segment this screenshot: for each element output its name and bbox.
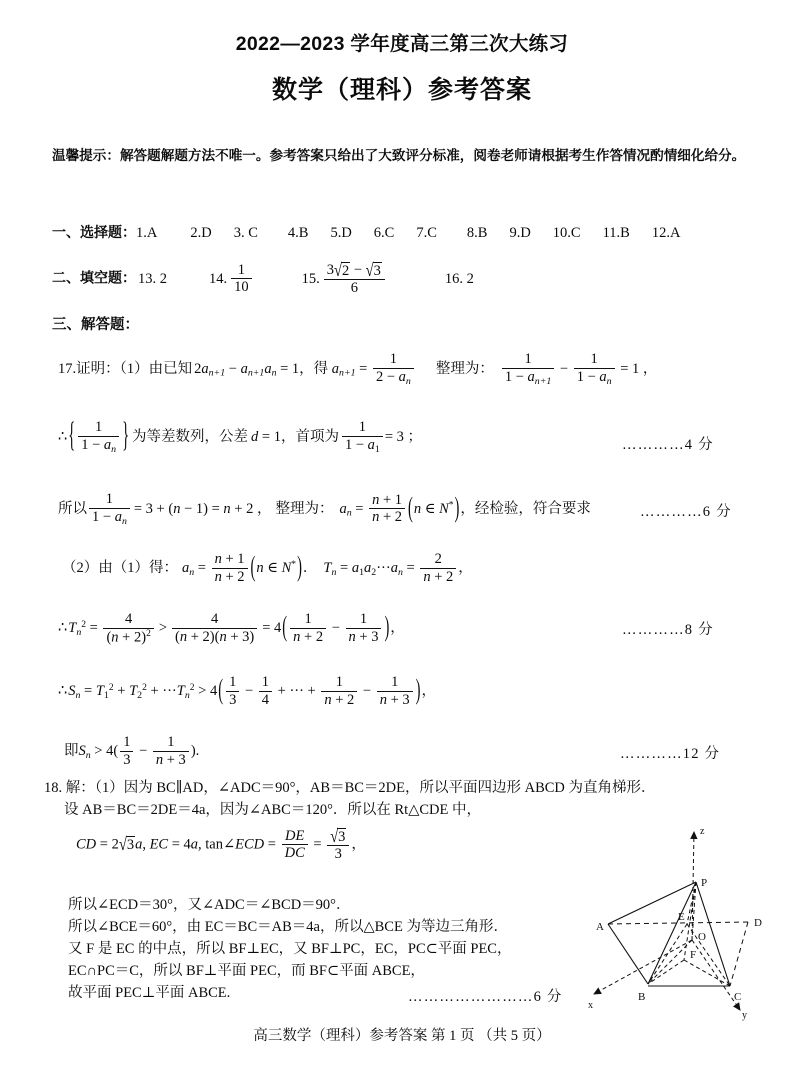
figure-label-z: z [700, 826, 705, 837]
fill-15-numerator: 3√2 − √3 [324, 261, 385, 279]
page-title-line-2: 数学（理科）参考答案 [271, 76, 532, 104]
q17-frac-9: $\frac{2}{n + 2}$ [420, 551, 456, 584]
q18-frac-de-dc: $\frac{DE}{DC}$ [282, 828, 308, 861]
mc-answer-6: 6.C [373, 225, 395, 241]
q18-equation-line: CD = 2√3a, EC = 4a, tan∠ECD = $\frac{DE}{DC}$ = $\frac{√3}{3}$ ， [76, 826, 366, 862]
sqrt-icon: √ [330, 826, 339, 847]
fill-14-denominator: 10 [234, 279, 249, 296]
fill-answer-16: 16. 2 [444, 270, 474, 287]
figure-edge-DC [730, 922, 748, 986]
q17-frac-2: $\frac{1}{1 - a_{n+1}}$ [502, 351, 554, 386]
figure-label-P: P [701, 877, 708, 889]
figure-edge-BP [648, 882, 696, 984]
q17-therefore-5: ∴ [58, 620, 68, 637]
q17-text-first: ，首项为 [280, 428, 339, 445]
q17-frac-16: $\frac{1}{n + 2}$ [321, 674, 357, 707]
fill-15-denominator: 6 [350, 279, 358, 296]
notice-text: 温馨提示：解答题解题方法不唯一。参考答案只给出了大致评分标准，阅卷老师请根据考生作答情况酌情细化给分。 [52, 148, 746, 163]
page-title-line-1: 2022—2023 学年度高三第三次大练习 [235, 33, 569, 55]
figure-label-O: O [698, 931, 706, 943]
figure-label-x: x [588, 1000, 593, 1011]
q18-line-1: 18. 解：（1）因为 BC∥AD，∠ADC＝90°，AB＝BC＝2DE，所以平面四边形 ABCD 为直角梯形． [44, 780, 656, 796]
multiple-choice-row [52, 222, 772, 242]
q17-rearrange-3: 整理为： [275, 500, 334, 517]
q17-prefix-4: （2）由（1）得： [62, 560, 178, 577]
q17-frac-3: $\frac{1}{1 - a_n}$ [574, 351, 615, 386]
q18-score-6: ……………………6 分 [408, 989, 563, 1005]
q17-prefix-3: 所以 [58, 500, 87, 517]
mc-answer-4: 4.B [287, 225, 309, 241]
q17-line-4: （2）由（1）得： $a_n$ = $\frac{n + 1}{n + 2}$ (n ∈ N*)． $T_n = a1a2\cdot\cdot\cdot a_n$ = $\frac{2}{n + 2}$ ， [62, 551, 473, 585]
q17-frac-19: $\frac{1}{n + 3}$ [153, 734, 189, 767]
q17-line-1: 17.证明：（1）由已知 $2a_{n+1} - a_{n+1}a_n = 1$，得 $a_{n+1}$ = $\frac{1}{2 - a_n}$ 整理为： $\frac{1}{1 - a_{n+1}}$ − $\frac{1}{1 - a_n}$ = 1 ， [58, 351, 658, 387]
q18-line-7: 故平面 PEC⊥平面 ABCE. [68, 985, 231, 1001]
sqrt-icon: √ [334, 260, 342, 281]
solve-heading: 三、解答题： [52, 317, 139, 333]
mc-answer-5: 5.D [330, 225, 352, 241]
q18-sqrt-3a: 3 [126, 837, 135, 854]
q17-line-7: 即$S_n > 4$( $\frac{1}{3}$ − $\frac{1}{n + 3}$ ). [64, 734, 200, 768]
mc-answer-7: 7.C [416, 225, 437, 241]
q17-frac-11: $\frac{4}{(n + 2)(n + 3)}$ [172, 611, 257, 644]
solid-geometry-figure [572, 812, 804, 1030]
q17-frac-13: $\frac{1}{n + 3}$ [346, 611, 382, 644]
mc-answer-9: 9.D [509, 225, 531, 241]
q18-line-2: 设 AB＝BC＝2DE＝4a，因为∠ABC＝120°．所以在 Rt△CDE 中， [64, 802, 481, 818]
figure-edge-OB [648, 940, 692, 984]
q17-score-6: …………6 分 [640, 504, 732, 520]
q17-line-3: 所以 $\frac{1}{1 - a_n}$ = 3 + (n − 1) = n + 2 ， 整理为： $a_n$ = $\frac{n + 1}{n + 2}$ (n ∈ N*)，经检验，符合要求 [58, 491, 591, 527]
q17-frac-15: $\frac{1}{4}$ [259, 674, 272, 707]
q17-text-ap: 为等差数列，公差 [132, 428, 249, 445]
q17-score-12: …………12 分 [620, 746, 721, 762]
q17-frac-6: $\frac{1}{1 - a_n}$ [89, 491, 130, 526]
q17-therefore-6: ∴ [58, 683, 68, 700]
q17-frac-14: $\frac{1}{3}$ [226, 674, 239, 707]
mc-answer-11: 11.B [602, 225, 630, 241]
q17-frac-4: $\frac{1}{1 - a_n}$ [78, 419, 119, 454]
figure-label-F: F [690, 949, 697, 961]
fill-blank-heading: 二、填空题： [52, 269, 136, 286]
fill-label-14: 14. [209, 270, 228, 287]
fill-answer-14 [231, 262, 252, 295]
sqrt-icon: √ [365, 260, 374, 281]
q18-line-5: 又 F 是 EC 的中点，所以 BF⊥EC，又 BF⊥PC，EC，PC⊂平面 PEC， [68, 941, 512, 957]
q17-tail-5: ， [390, 620, 405, 637]
q17-frac-18: $\frac{1}{3}$ [120, 734, 133, 767]
q17-frac-5: $\frac{1}{1 - a1}$ [342, 419, 383, 454]
figure-edge-EB [648, 924, 687, 984]
q18-frac-sqrt3-3: $\frac{√3}{3}$ [327, 827, 349, 861]
sqrt-icon: √ [118, 834, 127, 855]
figure-label-A: A [596, 921, 604, 933]
q17-lead-7: 即 [64, 743, 79, 760]
fill-blank-row [52, 262, 772, 296]
q17-rearrange-1: 整理为： [435, 360, 494, 377]
figure-svg [572, 812, 804, 1030]
figure-label-y: y [742, 1010, 747, 1021]
q17-tail-3: ，经检验，符合要求 [460, 500, 591, 517]
figure-label-E: E [678, 911, 685, 923]
fill-14-numerator: 1 [231, 262, 252, 279]
mc-answer-2: 2.D [190, 225, 212, 241]
fill-answer-13: 13. 2 [138, 270, 167, 287]
q17-line-5: $\therefore T_n^2$ = $\frac{4}{(n + 2)^2}$ > $\frac{4}{(n + 2)(n + 3)}$ = 4( $\frac{1}{n + 2}$ − $\frac{1}{n + 3}$ )， [58, 611, 405, 645]
q17-frac-17: $\frac{1}{n + 3}$ [377, 674, 413, 707]
q18-line-3: 所以∠ECD＝30°，又∠ADC＝∠BCD＝90°． [68, 897, 351, 913]
mc-answer-1: 1.A [136, 225, 158, 241]
q17-frac-7: $\frac{n + 1}{n + 2}$ [369, 492, 405, 525]
multiple-choice-heading: 一、选择题： [52, 224, 136, 240]
mc-answer-10: 10.C [552, 225, 581, 241]
q17-score-4: …………4 分 [622, 437, 714, 453]
q17-frac-10: $\frac{4}{(n + 2)^2}$ [103, 611, 153, 645]
q17-eq-3: = 3 ； [384, 428, 423, 445]
q17-line-6: $\therefore S_n = T1^2 + T2^2 + \cdot\cdot\cdot T_n^2 > 4$( $\frac{1}{3}$ − $\frac{1}{4}$ + ··· + $\frac{1}{n + 2}$ − $\frac{1}{n + 3}$ )， [58, 674, 437, 708]
fill-label-15: 15. [301, 270, 320, 287]
q17-tail-6: ， [421, 683, 437, 700]
q17-frac-1-den: $2 - a_n$ [375, 368, 411, 387]
q17-line-2: ∴{ $\frac{1}{1 - a_n}$ } 为等差数列，公差 d = 1，首项为 $\frac{1}{1 - a1}$ = 3 ； [58, 416, 423, 456]
q17-tail-7: ). [190, 743, 200, 760]
q18-eq-comma: ， [351, 836, 366, 853]
q17-dot-4: ． [302, 560, 318, 577]
page-footer: 高三数学（理科）参考答案 第 1 页 （共 5 页） [253, 1028, 551, 1044]
fill-answer-15 [324, 261, 385, 295]
q17-lead: 17.证明：（1）由已知 [58, 360, 193, 377]
q17-frac-1: $\frac{1}{2 - a_n}$ [373, 351, 414, 386]
q17-comma-4: ， [458, 560, 473, 577]
mc-answer-3: 3. C [233, 225, 258, 241]
q17-frac-12: $\frac{1}{n + 2}$ [290, 611, 326, 644]
q17-therefore-1: ∴ [58, 428, 68, 445]
q17-score-8: …………8 分 [622, 622, 714, 638]
mc-answer-12: 12.A [651, 225, 681, 241]
q18-line-6: EC∩PC＝C，所以 BF⊥平面 PEC，而 BF⊂平面 ABCE， [68, 963, 425, 979]
figure-label-C: C [734, 991, 742, 1003]
q18-line-4: 所以∠BCE＝60°，由 EC＝BC＝AB＝4a，所以△BCE 为等边三角形． [68, 919, 508, 935]
mc-answer-8: 8.B [466, 225, 488, 241]
figure-label-B: B [638, 991, 646, 1003]
q17-frac-8: $\frac{n + 1}{n + 2}$ [212, 551, 248, 584]
figure-label-D: D [754, 917, 762, 929]
